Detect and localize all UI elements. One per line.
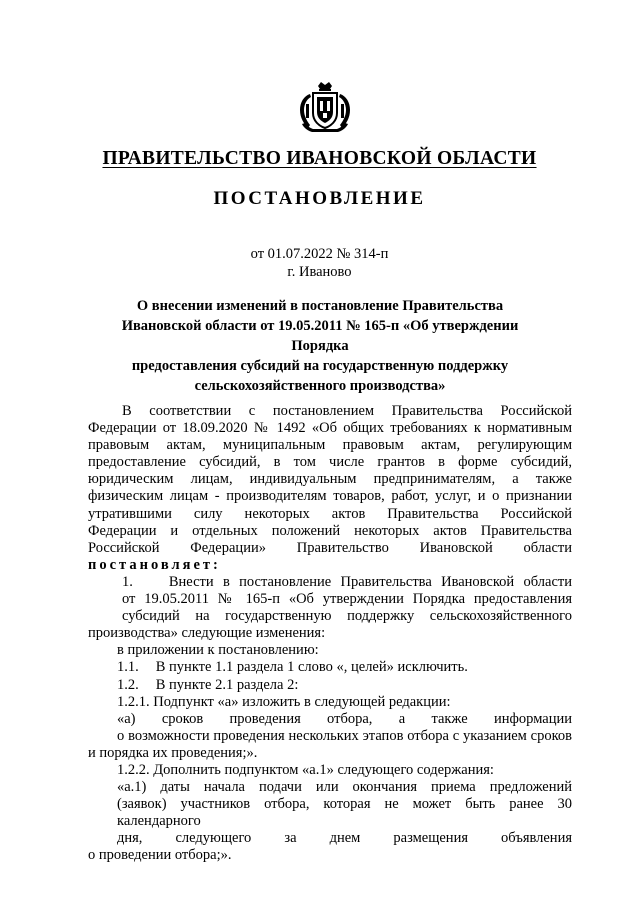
preamble-paragraph	[88, 403, 572, 574]
item-1-2-paragraph	[88, 677, 572, 694]
item-1-2-2-text: 1.2.2. Дополнить подпунктом «а.1» следующего содержания:	[117, 761, 494, 778]
quote-a1-text-end: о проведении отбора;».	[88, 847, 232, 864]
item-1-2-number: 1.2.	[117, 676, 139, 693]
item-1-2-content: В пункте 2.1 раздела 2:	[155, 676, 299, 693]
item-1-1-paragraph	[88, 659, 572, 676]
document-subject	[110, 296, 530, 396]
item-1-1-number: 1.1.	[117, 659, 139, 676]
item-1-1-text	[88, 659, 572, 676]
document-date-number: от 01.07.2022 № 314-п	[250, 246, 389, 262]
in-appendix-text: в приложении к постановлению:	[117, 642, 319, 659]
subject-line: предоставления субсидий на государственную поддержку	[131, 358, 509, 374]
item-1-number: 1.	[122, 573, 133, 590]
quote-a1-text: «а.1) даты начала подачи или окончания приема предложений (заявок) участников отбора, которая не может быть ранее 30 календарного дня, следующего за днем размещения объявления	[117, 779, 572, 847]
item-1-1-content: В пункте 1.1 раздела 1 слово «, целей» исключить.	[155, 659, 468, 676]
item-1-2-text	[88, 677, 572, 694]
document-type-title: ПОСТАНОВЛЕНИЕ	[213, 188, 426, 209]
item-1-2-1-text: 1.2.1. Подпункт «а» изложить в следующей редакции:	[117, 693, 451, 710]
subject-line: сельскохозяйственного производства»	[194, 378, 446, 394]
item-1-2-1-paragraph	[88, 694, 572, 711]
item-1-text-end: производства» следующие изменения:	[88, 625, 326, 642]
document-city: г. Иваново	[287, 264, 352, 280]
item-1-text: 1. Внести в постановление Правительства Ивановской области от 19.05.2011 № 165-п «Об утверждении Порядка предоставления субсидий на государственную поддержку сельскохозяйственного	[122, 573, 572, 625]
item-1-2-2-quote	[88, 779, 572, 864]
preamble-text: В соответствии с постановлением Правительства Российской Федерации от 18.09.2020 № 1492 «Об общих требованиях к нормативным правовым актам, муниципальным правовым актам, регулирующим предоставление субсидий, в том числе грантов в форме субсидий, юридическим лицам, индивидуальным предпринимателям, а также физическим лицам - производителям товаров, работ, услуг, и о признании утратившими силу некоторых актов Правительства Российской Федерации и отдельных положений некоторых актов Правительства Российской Федерации» Правительство Ивановской области	[88, 403, 572, 556]
item-1-2-1-quote	[88, 711, 572, 762]
coat-of-arms-icon	[296, 80, 354, 136]
item-1-paragraph	[88, 574, 572, 642]
subject-line: Ивановской области от 19.05.2011 № 165-п «Об утверждении Порядка	[121, 318, 519, 354]
subject-line: О внесении изменений в постановление Правительства	[136, 298, 504, 314]
quote-a-text: «а) сроков проведения отбора, а также информации о возможности проведения нескольких этапов отбора с указанием сроков	[117, 710, 572, 744]
document-body	[88, 403, 572, 865]
in-appendix-paragraph	[88, 642, 572, 659]
quote-a-text-end: и порядка их проведения;».	[88, 744, 258, 761]
item-1-2-2-paragraph	[88, 762, 572, 779]
decree-word: постановляет:	[88, 556, 221, 573]
organization-title: ПРАВИТЕЛЬСТВО ИВАНОВСКОЙ ОБЛАСТИ	[102, 148, 537, 169]
